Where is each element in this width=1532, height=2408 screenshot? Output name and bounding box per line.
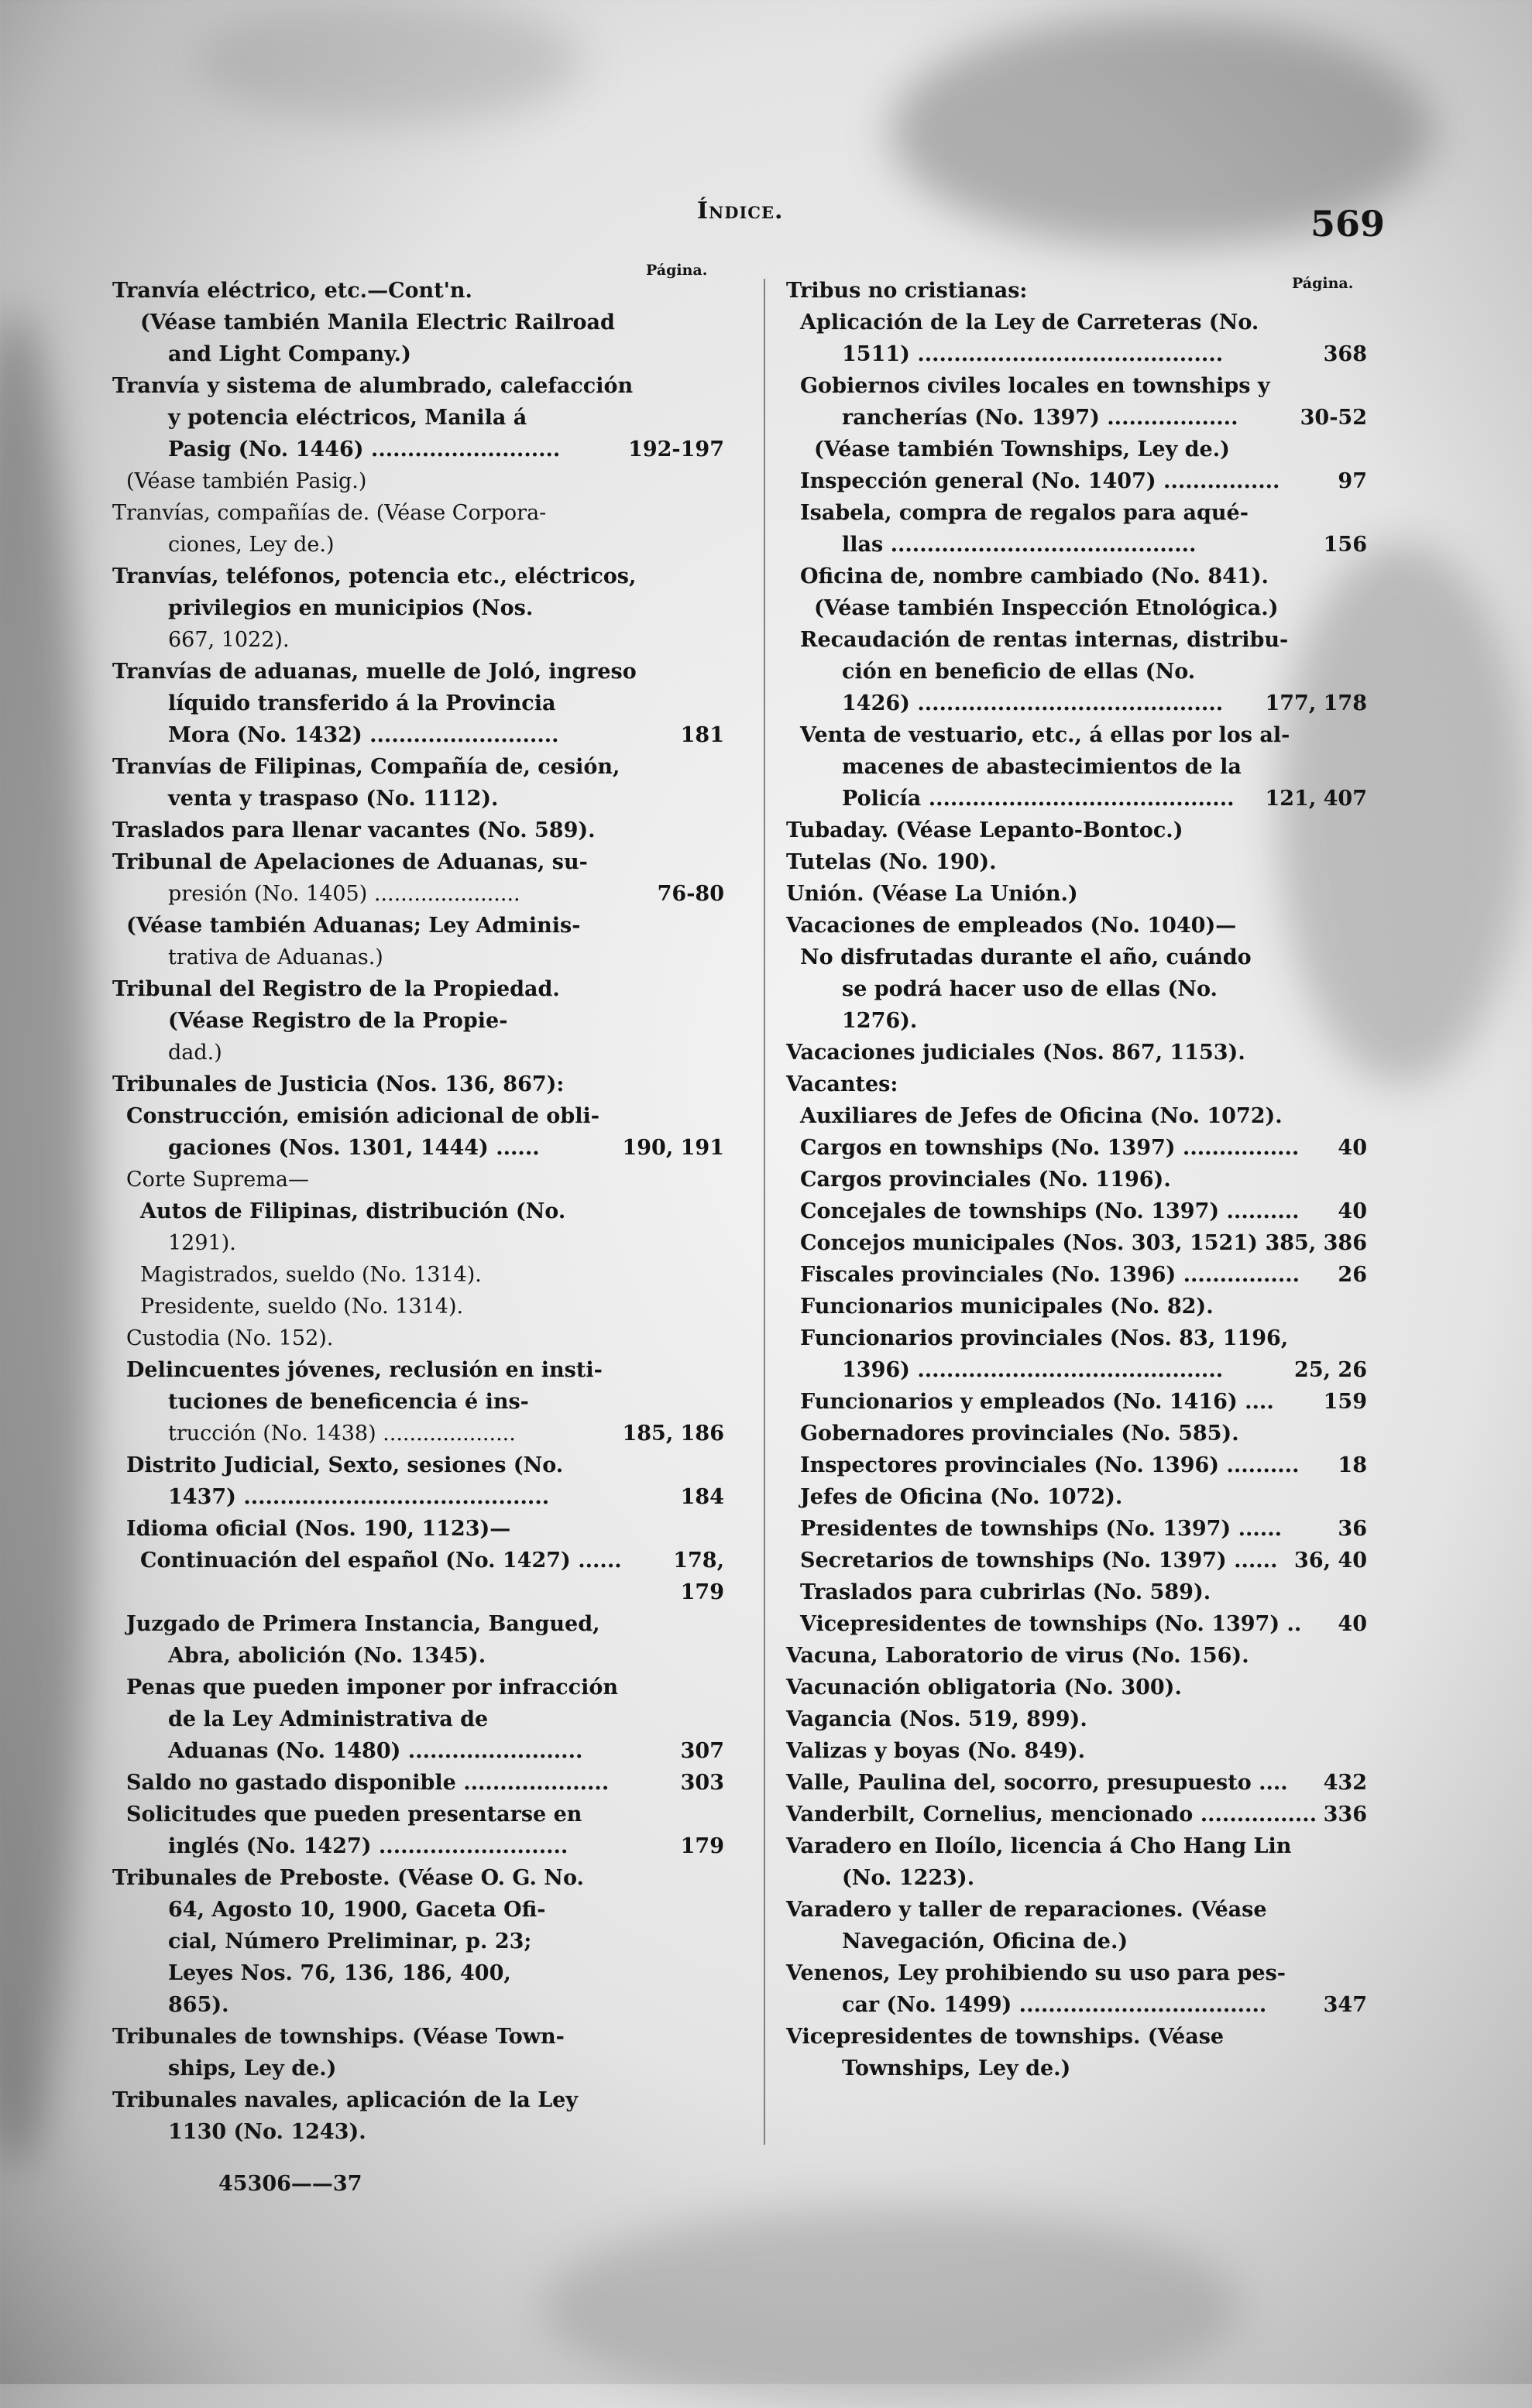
index-entry-line [112,370,732,402]
index-entry-line [112,1830,732,1862]
index-entry-line [112,1100,732,1132]
page-reference: 177, 178 [1265,691,1367,715]
entry-text: Tubaday. (Véase Lepanto-Bontoc.) [786,818,1183,842]
entry-text: Funcionarios y empleados (No. 1416) .... [800,1390,1274,1414]
index-entry-line [112,465,732,497]
index-entry-line [786,1418,1375,1449]
index-entry-line [112,402,732,434]
index-entry-line [112,1894,732,1926]
entry-text: Vagancia (Nos. 519, 899). [786,1707,1087,1731]
page-reference: 303 [680,1771,724,1795]
index-entry-line [786,529,1375,561]
entry-text: No disfrutadas durante el año, cuándo [800,945,1252,969]
page-reference: 156 [1323,533,1367,557]
index-entry-line [112,1640,732,1672]
index-entry-line [112,1069,732,1100]
index-entry-line [786,1132,1375,1164]
right-index-column [786,275,1375,2084]
index-entry-line [786,688,1375,719]
entry-text: Vacaciones de empleados (No. 1040)— [786,914,1237,938]
left-column-page-header: Página. [646,262,708,279]
index-entry-line [786,1513,1375,1545]
page-reference: 40 [1338,1136,1367,1160]
index-entry-line [786,402,1375,434]
index-entry-line [786,1227,1375,1259]
index-entry-line [786,1735,1375,1767]
index-entry-line [112,497,732,529]
entry-text: trativa de Aduanas.) [168,945,383,969]
index-entry-line [112,719,732,751]
index-entry-line [112,1418,732,1449]
entry-text: and Light Company.) [168,342,411,366]
entry-text: Magistrados, sueldo (No. 1314). [140,1263,482,1287]
index-entry-line [112,1703,732,1735]
entry-text: 64, Agosto 10, 1900, Gaceta Ofi- [168,1898,546,1922]
index-entry-line [786,1926,1375,1957]
index-entry-line [786,878,1375,910]
entry-text: Inspección general (No. 1407) ................ [800,469,1280,493]
entry-text: Mora (No. 1432) .......................... [168,723,559,747]
index-entry-line [112,1608,732,1640]
entry-text: Gobiernos civiles locales en townships y [800,374,1270,398]
page-reference: 368 [1323,342,1367,366]
entry-text: Delincuentes jóvenes, reclusión en insti- [126,1358,603,1382]
entry-text: Tutelas (No. 190). [786,850,997,874]
page-reference: 179 [680,1580,724,1604]
entry-text: Policía .......................................... [842,787,1235,811]
index-entry-line [786,2053,1375,2084]
entry-text: dad.) [168,1041,222,1065]
page-reference: 36, 40 [1294,1549,1367,1573]
entry-text: Tribunales de Preboste. (Véase O. G. No. [112,1866,584,1890]
entry-text: (Véase también Pasig.) [126,469,367,493]
entry-text: 1276). [842,1009,918,1033]
index-entry-line [786,1545,1375,1576]
index-entry-line [112,624,732,656]
index-entry-line [112,1862,732,1894]
entry-text: Tribunales de townships. (Véase Town- [112,2025,565,2049]
entry-text: Vacuna, Laboratorio de virus (No. 156). [786,1644,1249,1668]
index-entry-line [112,2116,732,2148]
index-entry-line [112,1164,732,1195]
page-reference: 192-197 [628,437,724,461]
entry-text: 1130 (No. 1243). [168,2120,366,2144]
entry-text: Townships, Ley de.) [842,2056,1071,2080]
index-entry-line [786,465,1375,497]
entry-text: Vicepresidentes de townships (No. 1397) .. [800,1612,1302,1636]
index-entry-line [112,942,732,973]
entry-text: Saldo no gastado disponible .................... [126,1771,610,1795]
index-entry-line [786,1640,1375,1672]
index-entry-line [112,1037,732,1069]
entry-text: Gobernadores provinciales (No. 585). [800,1422,1239,1446]
entry-text: se podrá hacer uso de ellas (No. [842,977,1218,1001]
entry-text: Leyes Nos. 76, 136, 186, 400, [168,1961,511,1985]
index-entry-line [112,1291,732,1322]
entry-text: 865). [168,1993,229,2017]
index-entry-line [786,656,1375,688]
entry-text: car (No. 1499) .................................. [842,1993,1267,2017]
index-entry-line [112,1767,732,1799]
index-entry-line [786,497,1375,529]
page-reference: 40 [1338,1199,1367,1223]
entry-text: (Véase también Inspección Etnológica.) [814,596,1279,620]
index-entry-line [786,1576,1375,1608]
page-reference: 347 [1323,1993,1367,2017]
index-entry-line [112,878,732,910]
index-entry-line [112,1005,732,1037]
index-entry-line [786,1703,1375,1735]
entry-text: Abra, abolición (No. 1345). [168,1644,486,1668]
page-reference: 185, 186 [622,1422,724,1446]
entry-text: 1426) .......................................... [842,691,1224,715]
index-entry-line [786,1862,1375,1894]
page-reference: 307 [680,1739,724,1763]
index-entry-line [786,815,1375,846]
page-reference: 97 [1338,469,1367,493]
entry-text: Inspectores provinciales (No. 1396) .......... [800,1453,1300,1477]
page-reference: 40 [1338,1612,1367,1636]
entry-text: Tranvías de aduanas, muelle de Joló, ingreso [112,660,637,684]
entry-text: Concejales de townships (No. 1397) .......... [800,1199,1300,1223]
index-entry-line [786,1164,1375,1195]
entry-text: Funcionarios municipales (No. 82). [800,1295,1214,1319]
index-entry-line [112,656,732,688]
index-entry-line [112,1576,732,1608]
index-entry-line [112,2021,732,2053]
entry-text: Tranvías de Filipinas, Compañía de, cesión, [112,755,620,779]
entry-text: Vanderbilt, Cornelius, mencionado ................ [786,1803,1317,1827]
entry-text: venta y traspaso (No. 1112). [168,787,499,811]
index-entry-line [112,1195,732,1227]
index-entry-line [112,1481,732,1513]
page-header-title: Índice. [697,197,784,225]
entry-text: Auxiliares de Jefes de Oficina (No. 1072). [800,1104,1283,1128]
index-entry-line [112,688,732,719]
index-entry-line [786,1894,1375,1926]
index-entry-line [112,1735,732,1767]
index-entry-line [786,1672,1375,1703]
index-entry-line [112,1132,732,1164]
page-number: 569 [1310,203,1386,245]
entry-text: trucción (No. 1438) .................... [168,1422,516,1446]
entry-text: Navegación, Oficina de.) [842,1929,1128,1953]
index-entry-line [112,751,732,783]
index-entry-line [786,1005,1375,1037]
index-entry-line [786,1386,1375,1418]
index-entry-line [112,307,732,338]
index-entry-line [786,1767,1375,1799]
entry-text: líquido transferido á la Provincia [168,691,556,715]
entry-text: Distrito Judicial, Sexto, sesiones (No. [126,1453,564,1477]
index-entry-line [786,1259,1375,1291]
index-entry-line [786,1799,1375,1830]
entry-text: Concejos municipales (Nos. 303, 1521) .. [800,1231,1280,1255]
index-entry-line [786,783,1375,815]
entry-text: Venenos, Ley prohibiendo su uso para pes- [786,1961,1286,1985]
entry-text: (Véase también Manila Electric Railroad [140,310,615,334]
entry-text: Unión. (Véase La Unión.) [786,882,1078,906]
index-entry-line [786,1195,1375,1227]
index-entry-line [112,1449,732,1481]
index-entry-line [112,1354,732,1386]
entry-text: Construcción, emisión adicional de obli- [126,1104,599,1128]
entry-text: Presidentes de townships (No. 1397) ...... [800,1517,1282,1541]
index-entry-line [112,1259,732,1291]
index-entry-line [112,1799,732,1830]
entry-text: Varadero en Iloílo, licencia á Cho Hang Lin [786,1834,1292,1858]
entry-text: (Véase también Aduanas; Ley Adminis- [126,914,581,938]
entry-text: (No. 1223). [842,1866,975,1890]
index-entry-line [786,1291,1375,1322]
entry-text: Tranvía eléctrico, etc.—Cont'n. [112,279,472,303]
index-entry-line [786,307,1375,338]
index-entry-line [786,338,1375,370]
index-entry-line [112,2053,732,2084]
entry-text: Tranvías, compañías de. (Véase Corpora- [112,501,547,525]
entry-text: Cargos provinciales (No. 1196). [800,1168,1171,1192]
entry-text: Pasig (No. 1446) .......................... [168,437,561,461]
index-entry-line [786,1989,1375,2021]
entry-text: 1291). [168,1231,236,1255]
index-entry-line [112,783,732,815]
index-entry-line [786,434,1375,465]
index-entry-line [112,1672,732,1703]
entry-text: Venta de vestuario, etc., á ellas por los al- [800,723,1290,747]
index-entry-line [786,1037,1375,1069]
entry-text: Valizas y boyas (No. 849). [786,1739,1085,1763]
page-reference: 121, 407 [1265,787,1367,811]
entry-text: privilegios en municipios (Nos. [168,596,534,620]
index-entry-line [112,1545,732,1576]
index-entry-line [786,942,1375,973]
entry-text: Cargos en townships (No. 1397) ................ [800,1136,1300,1160]
entry-text: Varadero y taller de reparaciones. (Véase [786,1898,1267,1922]
index-entry-line [112,1957,732,1989]
entry-text: Tribunales de Justicia (Nos. 136, 867): [112,1072,565,1096]
entry-text: Vacunación obligatoria (No. 300). [786,1676,1182,1700]
index-entry-line [786,1957,1375,1989]
entry-text: (Véase también Townships, Ley de.) [814,437,1230,461]
entry-text: 1396) .......................................... [842,1358,1224,1382]
page-reference: 184 [680,1485,724,1509]
index-entry-line [112,1386,732,1418]
index-entry-line [112,1989,732,2021]
index-entry-line [112,338,732,370]
entry-text: Oficina de, nombre cambiado (No. 841). [800,564,1269,588]
entry-text: 1437) .......................................... [168,1485,550,1509]
entry-text: Tranvías, teléfonos, potencia etc., eléctricos, [112,564,637,588]
page-reference: 26 [1338,1263,1367,1287]
index-entry-line [112,561,732,592]
entry-text: Penas que pueden imponer por infracción [126,1676,619,1700]
index-entry-line [786,751,1375,783]
index-entry-line [786,1069,1375,1100]
index-entry-line [112,1926,732,1957]
entry-text: Tribunales navales, aplicación de la Ley [112,2088,579,2112]
entry-text: ciones, Ley de.) [168,533,335,557]
entry-text: Aplicación de la Ley de Carreteras (No. [800,310,1259,334]
entry-text: Vacantes: [786,1072,898,1096]
index-entry-line [786,910,1375,942]
entry-text: Continuación del español (No. 1427) ...... [140,1549,622,1573]
entry-text: Valle, Paulina del, socorro, presupuesto .... [786,1771,1288,1795]
entry-text: Jefes de Oficina (No. 1072). [800,1485,1123,1509]
index-entry-line [786,1449,1375,1481]
index-entry-line [112,434,732,465]
index-entry-line [786,1830,1375,1862]
entry-text: Autos de Filipinas, distribución (No. [140,1199,566,1223]
entry-text: rancherías (No. 1397) .................. [842,406,1238,430]
entry-text: Idioma oficial (Nos. 190, 1123)— [126,1517,511,1541]
page-reference: 159 [1323,1390,1367,1414]
footer-print-code: 45306——37 [218,2172,362,2196]
entry-text: macenes de abastecimientos de la [842,755,1242,779]
entry-text: Traslados para cubrirlas (No. 589). [800,1580,1211,1604]
entry-text: Recaudación de rentas internas, distribu- [800,628,1289,652]
page-reference: 385, 386 [1265,1231,1367,1255]
entry-text: tuciones de beneficencia é ins- [168,1390,529,1414]
entry-text: de la Ley Administrativa de [168,1707,489,1731]
index-entry-line [786,1100,1375,1132]
index-entry-line [786,2021,1375,2053]
entry-text: Tribunal del Registro de la Propiedad. [112,977,560,1001]
paper-stain [194,0,581,124]
entry-text: (Véase Registro de la Propie- [168,1009,508,1033]
index-entry-line [786,1481,1375,1513]
index-entry-line [786,561,1375,592]
page-reference: 190, 191 [622,1136,724,1160]
page-reference: 178, [673,1549,724,1573]
page-reference: 432 [1323,1771,1367,1795]
index-entry-line [112,1513,732,1545]
entry-text: Tribus no cristianas: [786,279,1028,303]
index-entry-line [786,719,1375,751]
page-reference: 36 [1338,1517,1367,1541]
entry-text: Juzgado de Primera Instancia, Bangued, [126,1612,600,1636]
paper-stain [0,310,93,2168]
entry-text: Vacaciones judiciales (Nos. 867, 1153). [786,1041,1245,1065]
column-divider [764,279,765,2145]
index-entry-line [786,846,1375,878]
index-entry-line [786,1354,1375,1386]
entry-text: Custodia (No. 152). [126,1326,334,1350]
entry-text: Aduanas (No. 1480) ........................ [168,1739,583,1763]
page-reference: 336 [1323,1803,1367,1827]
entry-text: Funcionarios provinciales (Nos. 83, 1196, [800,1326,1289,1350]
entry-text: 1511) .......................................... [842,342,1224,366]
entry-text: Vicepresidentes de townships. (Véase [786,2025,1225,2049]
entry-text: Presidente, sueldo (No. 1314). [140,1295,464,1319]
entry-text: inglés (No. 1427) .......................... [168,1834,568,1858]
entry-text: Tranvía y sistema de alumbrado, calefacción [112,374,634,398]
index-entry-line [112,275,732,307]
entry-text: 667, 1022). [168,628,290,652]
index-entry-line [786,370,1375,402]
right-column-page-header: Página. [1292,275,1354,292]
entry-text: Fiscales provinciales (No. 1396) ................ [800,1263,1300,1287]
entry-text: y potencia eléctricos, Manila á [168,406,527,430]
entry-text: Secretarios de townships (No. 1397) ...... [800,1549,1278,1573]
index-entry-line [786,1608,1375,1640]
index-entry-line [112,846,732,878]
entry-text: Traslados para llenar vacantes (No. 589). [112,818,596,842]
paper-stain [542,2207,1239,2408]
index-entry-line [112,1227,732,1259]
index-entry-line [112,973,732,1005]
entry-text: llas .......................................... [842,533,1197,557]
index-entry-line [112,815,732,846]
index-entry-line [786,973,1375,1005]
page-reference: 181 [680,723,724,747]
index-entry-line [786,624,1375,656]
entry-text: Solicitudes que pueden presentarse en [126,1803,582,1827]
index-entry-line [112,2084,732,2116]
page-reference: 18 [1338,1453,1367,1477]
index-entry-line [112,910,732,942]
index-entry-line [786,1322,1375,1354]
index-entry-line [112,529,732,561]
entry-text: Corte Suprema— [126,1168,309,1192]
index-entry-line [786,592,1375,624]
index-entry-line [112,592,732,624]
index-entry-line [112,1322,732,1354]
page-reference: 76-80 [657,882,724,906]
page-reference: 25, 26 [1294,1358,1367,1382]
page-reference: 179 [680,1834,724,1858]
entry-text: cial, Número Preliminar, p. 23; [168,1929,532,1953]
entry-text: ción en beneficio de ellas (No. [842,660,1196,684]
entry-text: presión (No. 1405) ...................... [168,882,520,906]
page-reference: 30-52 [1300,406,1367,430]
left-index-column [112,275,732,2148]
entry-text: gaciones (Nos. 1301, 1444) ...... [168,1136,540,1160]
entry-text: Isabela, compra de regalos para aqué- [800,501,1249,525]
entry-text: Tribunal de Apelaciones de Aduanas, su- [112,850,588,874]
entry-text: ships, Ley de.) [168,2056,337,2080]
index-entry-line [786,275,1375,307]
